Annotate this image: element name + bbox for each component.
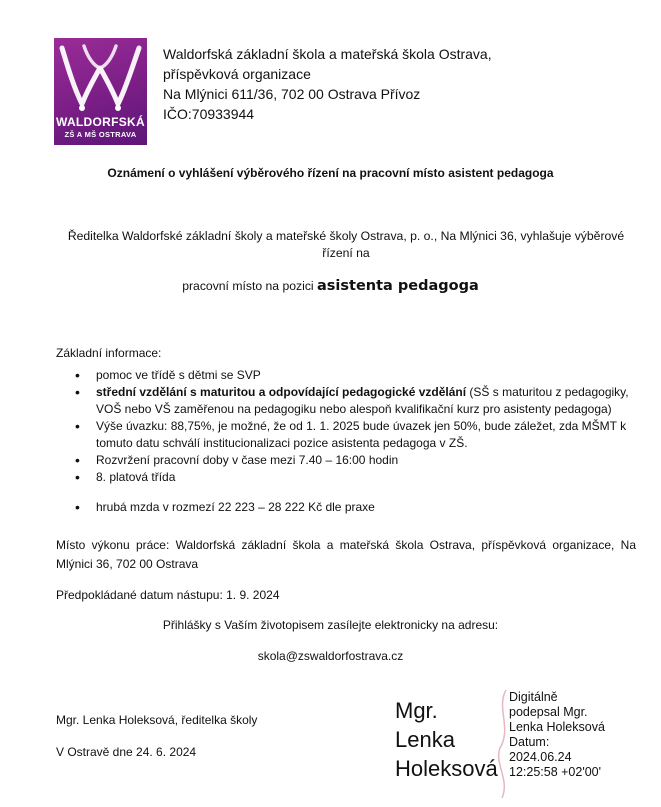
digital-signature-name: Mgr. Lenka Holeksová bbox=[395, 698, 498, 781]
applications-note: Přihlášky s Vaším životopisem zasílejte elektronicky na adresu: bbox=[162, 618, 499, 632]
basic-info-label: Základní informace: bbox=[56, 346, 162, 360]
school-address: Na Mlýnici 611/36, 702 00 Ostrava Přívoz bbox=[163, 86, 421, 102]
logo-name: WALDORFSKÁ bbox=[56, 115, 145, 129]
contact-email[interactable]: skola@zswaldorfostrava.cz bbox=[257, 649, 404, 663]
list-item: • hrubá mzda v rozmezí 22 223 – 28 222 Kč dle praxe bbox=[56, 499, 656, 516]
list-item: • střední vzdělání s maturitou a odpovídající pedagogické vzdělání (SŠ s maturitou z pedagogiky, VOŠ nebo VŠ zaměřenou na pedagogiku nebo alespoň kvalifikační kurz pro asistenty pedagoga) bbox=[56, 384, 656, 418]
signer-name: Mgr. Lenka Holeksová, ředitelka školy bbox=[56, 713, 258, 727]
basic-info-list bbox=[56, 367, 656, 516]
announcement-title: Oznámení o vyhlášení výběrového řízení na pracovní místo asistent pedagoga bbox=[107, 166, 554, 180]
school-type: příspěvková organizace bbox=[163, 66, 311, 82]
position-name: asistenta pedagoga bbox=[317, 278, 479, 294]
intro-paragraph: Ředitelka Waldorfské základní školy a mateřské školy Ostrava, p. o., Na Mlýnici 36, vyhlašuje výběrové řízení na bbox=[67, 229, 625, 260]
place-date: V Ostravě dne 24. 6. 2024 bbox=[56, 745, 197, 759]
logo-subtitle: ZŠ A MŠ OSTRAVA bbox=[64, 130, 137, 139]
list-item: • Rozvržení pracovní doby v čase mezi 7.40 – 16:00 hodin bbox=[56, 452, 656, 469]
workplace: Místo výkonu práce: Waldorfská základní škola a mateřská škola Ostrava, příspěvková organizace, Na Mlýnici 36, 702 00 Ostrava bbox=[56, 538, 636, 571]
list-item: • pomoc ve třídě s dětmi se SVP bbox=[56, 367, 656, 384]
position-prefix: pracovní místo na pozici bbox=[182, 279, 318, 293]
start-date: Předpokládané datum nástupu: 1. 9. 2024 bbox=[56, 588, 280, 602]
school-name: Waldorfská základní škola a mateřská škola Ostrava, bbox=[163, 46, 492, 62]
digital-signature-meta: Digitálně podepsal Mgr. Lenka Holeksová Datum: 2024.06.24 12:25:58 +02'00' bbox=[509, 690, 605, 779]
school-header bbox=[163, 44, 492, 124]
school-ico: IČO:70933944 bbox=[163, 106, 255, 122]
position-line bbox=[0, 278, 661, 294]
school-logo bbox=[54, 38, 147, 145]
list-item: • Výše úvazku: 88,75%, je možné, že od 1. 1. 2025 bude úvazek jen 50%, bude záležet, zda MŠMT k tomuto datu schválí institucionalizaci pozice asistenta pedagoga v ZŠ. bbox=[56, 418, 656, 452]
list-item: • 8. platová třída bbox=[56, 469, 656, 486]
